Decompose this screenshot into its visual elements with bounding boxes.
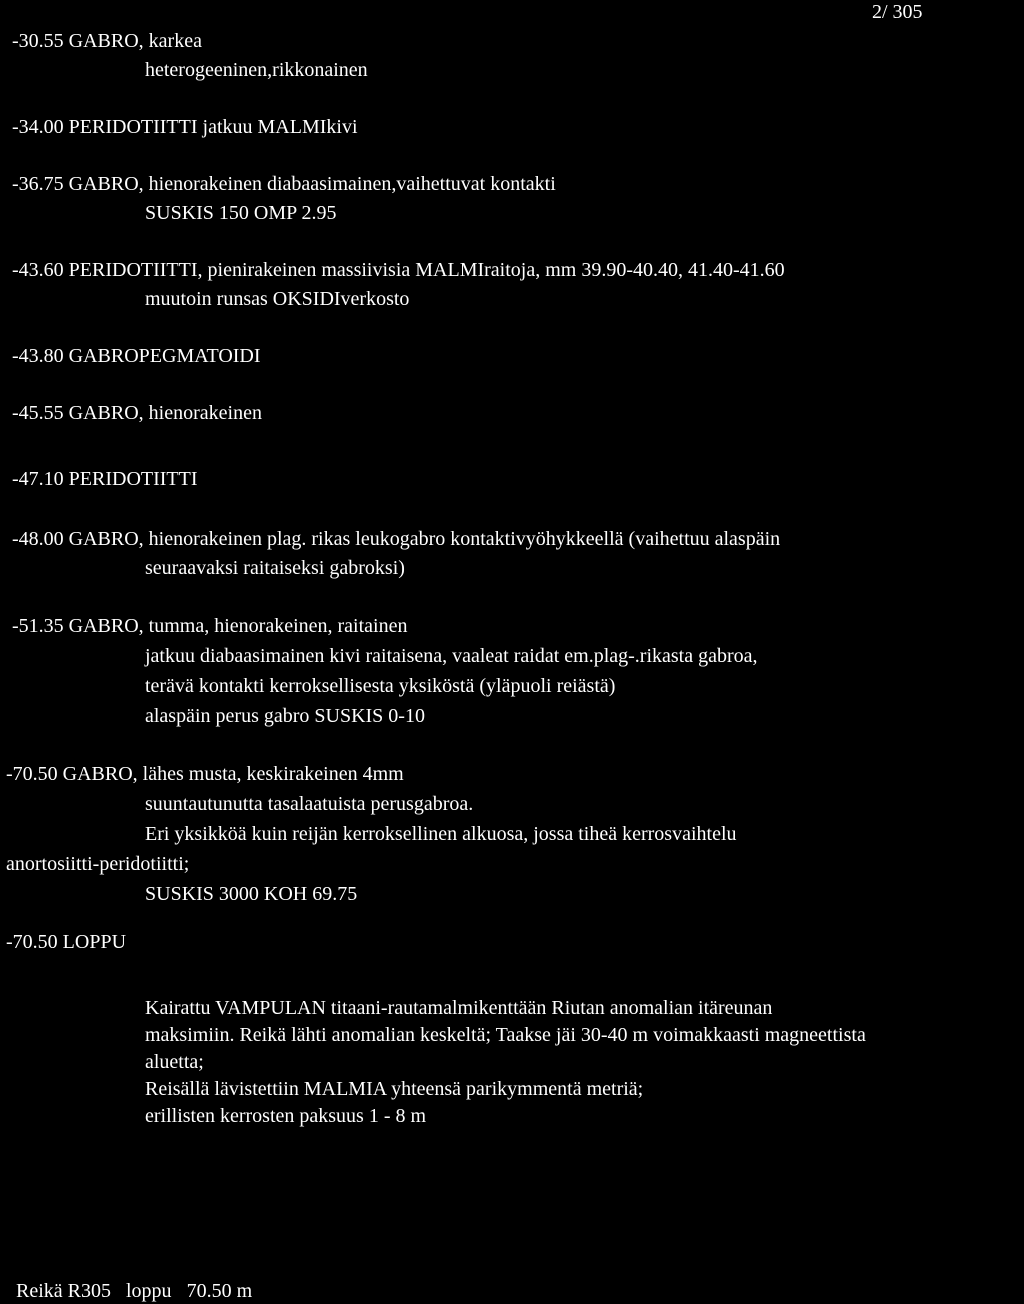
log-wrap-line: anortosiitti-peridotiitti; [6, 853, 190, 875]
log-depth: -36.75 [12, 173, 64, 195]
page-number: 2/ 305 [872, 1, 923, 23]
log-continuation: terävä kontakti kerroksellisesta yksiköstä (yläpuoli reiästä) [145, 675, 616, 697]
note-line: aluetta; [145, 1051, 204, 1073]
log-depth: -43.80 [12, 345, 64, 367]
log-description: GABRO, karkea [68, 30, 202, 52]
log-continuation: alaspäin perus gabro SUSKIS 0-10 [145, 705, 425, 727]
log-depth: -34.00 [12, 116, 64, 138]
log-description: GABRO, lähes musta, keskirakeinen 4mm [62, 763, 404, 785]
log-depth: -45.55 [12, 402, 64, 424]
log-description: GABRO, hienorakeinen diabaasimainen,vaihettuvat kontakti [68, 173, 556, 195]
log-depth: -43.60 [12, 259, 64, 281]
log-continuation: muutoin runsas OKSIDIverkosto [145, 288, 410, 310]
log-description: PERIDOTIITTI, pienirakeinen massiivisia MALMIraitoja, mm 39.90-40.40, 41.40-41.60 [68, 259, 785, 281]
note-line: erillisten kerrosten paksuus 1 - 8 m [145, 1105, 427, 1127]
note-line: Kairattu VAMPULAN titaani-rautamalmikenttään Riutan anomalian itäreunan [145, 997, 773, 1019]
note-line: Reisällä lävistettiin MALMIA yhteensä parikymmentä metriä; [145, 1078, 644, 1100]
log-description: GABROPEGMATOIDI [68, 345, 261, 367]
log-continuation: suuntautunutta tasalaatuista perusgabroa. [145, 793, 474, 815]
hole-footer [6, 1254, 252, 1304]
log-depth: -47.10 [12, 468, 64, 490]
end-depth: 70.50 m [186, 1280, 253, 1302]
log-continuation: SUSKIS 3000 KOH 69.75 [145, 883, 358, 905]
log-depth: -70.50 [6, 763, 58, 785]
log-depth: -30.55 [12, 30, 64, 52]
log-description: PERIDOTIITTI [68, 468, 198, 490]
log-depth: -48.00 [12, 528, 64, 550]
end-label: loppu [126, 1280, 172, 1302]
log-continuation: heterogeeninen,rikkonainen [145, 59, 368, 81]
note-line: maksimiin. Reikä lähti anomalian keskeltä; Taakse jäi 30-40 m voimakkaasti magneettista [145, 1024, 866, 1046]
hole-id: Reikä R305 [16, 1280, 111, 1302]
log-description: LOPPU [62, 931, 127, 953]
log-continuation: SUSKIS 150 OMP 2.95 [145, 202, 337, 224]
log-continuation: Eri yksikköä kuin reijän kerroksellinen alkuosa, jossa tiheä kerrosvaihtelu [145, 823, 737, 845]
log-description: GABRO, hienorakeinen [68, 402, 262, 424]
log-continuation: jatkuu diabaasimainen kivi raitaisena, vaaleat raidat em.plag-.rikasta gabroa, [145, 645, 758, 667]
log-depth: -70.50 [6, 931, 58, 953]
log-depth: -51.35 [12, 615, 64, 637]
log-description: GABRO, tumma, hienorakeinen, raitainen [68, 615, 408, 637]
log-description: PERIDOTIITTI jatkuu MALMIkivi [68, 116, 358, 138]
log-continuation: seuraavaksi raitaiseksi gabroksi) [145, 557, 405, 579]
log-description: GABRO, hienorakeinen plag. rikas leukogabro kontaktivyöhykkeellä (vaihettuu alaspäin [68, 528, 781, 550]
